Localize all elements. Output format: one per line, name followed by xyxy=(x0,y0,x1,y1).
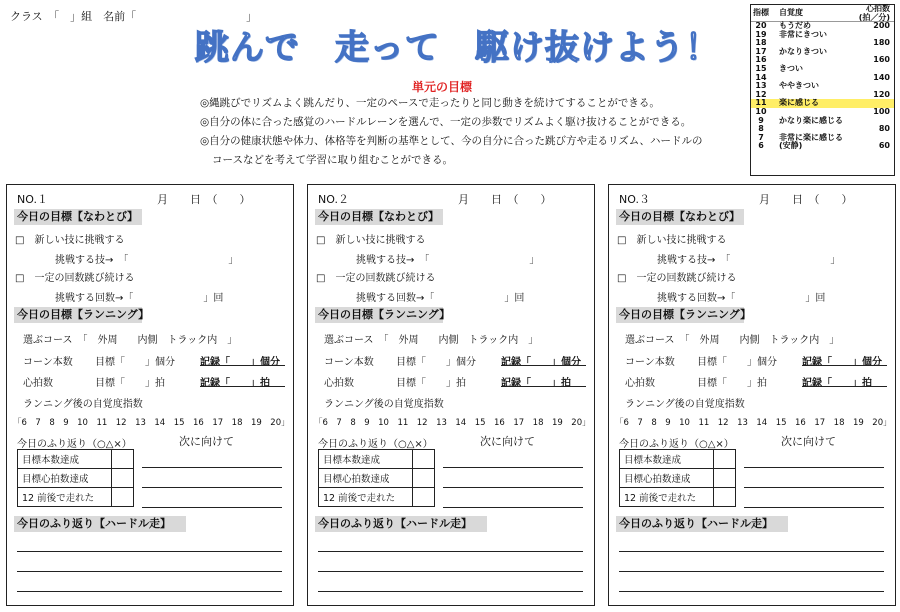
scale-row xyxy=(751,91,894,100)
reflection-table xyxy=(17,449,134,507)
table-row xyxy=(620,488,736,507)
unit-goal-title: 単元の目標 xyxy=(412,80,473,94)
scale-bpm: 200 xyxy=(873,21,890,30)
table-row-check[interactable] xyxy=(714,488,736,507)
table-row xyxy=(319,488,435,507)
scale-bpm: 160 xyxy=(873,55,890,65)
goal-run-heading: 今日の目標【ランニング】 xyxy=(14,307,142,323)
cones-label: コーン本数 xyxy=(625,357,675,368)
heart-rate-goal-field[interactable]: 目標「 」拍 xyxy=(697,378,767,389)
note-line[interactable] xyxy=(744,487,884,488)
scale-header-bpm-unit: (拍／分) xyxy=(858,13,890,22)
scale-row xyxy=(751,117,894,126)
scale-header-index: 指標 xyxy=(753,8,769,17)
reflect-hurdle-heading: 今日のふり返り【ハードル走】 xyxy=(14,516,186,532)
rpe-title: ランニング後の自覚度指数 xyxy=(324,399,444,410)
rpe-scale-choices[interactable]: 「6 7 8 9 10 11 12 13 14 15 16 17 18 19 20」 xyxy=(314,418,591,428)
scale-index: 18 xyxy=(755,38,767,48)
table-row-check[interactable] xyxy=(112,450,134,469)
scale-index: 6 xyxy=(758,141,764,151)
scale-index: 20 xyxy=(755,21,767,30)
unit-goal-item: ◎縄跳びでリズムよく跳んだり、一定のペースで走ったりと同じ動きを続けてすることができる。 xyxy=(200,97,660,109)
table-row-label: 12 前後で走れた xyxy=(319,488,413,507)
cones-goal-field[interactable]: 目標「 」個分 xyxy=(396,357,476,368)
reflection-table xyxy=(318,449,435,507)
scale-label: きつい xyxy=(779,63,803,73)
scale-label: 非常にきつい xyxy=(779,29,827,39)
scale-index: 12 xyxy=(755,89,767,99)
reflect-hurdle-heading: 今日のふり返り【ハードル走】 xyxy=(616,516,788,532)
new-skill-checkbox[interactable]: □ 新しい技に挑戦する xyxy=(15,235,125,246)
card-number: NO.３ xyxy=(619,193,650,206)
scale-row xyxy=(751,142,894,151)
cones-label: コーン本数 xyxy=(324,357,374,368)
table-row xyxy=(620,469,736,488)
scale-index: 19 xyxy=(755,29,767,39)
scale-label: もうだめ xyxy=(779,21,811,30)
unit-goal-item: ◎自分の健康状態や体力、体格等を判断の基準として、今の自分に合った跳び方や走るリズム、ハードルの xyxy=(200,135,703,147)
cones-record-underline xyxy=(802,365,887,366)
table-row xyxy=(319,469,435,488)
scale-header-rpe: 自覚度 xyxy=(779,8,803,17)
table-row xyxy=(620,450,736,469)
table-row-label: 目標本数達成 xyxy=(18,450,112,469)
rpe-title: ランニング後の自覚度指数 xyxy=(625,399,745,410)
note-line[interactable] xyxy=(619,591,884,592)
note-line[interactable] xyxy=(619,571,884,572)
next-label: 次に向けて xyxy=(179,435,234,448)
goal-run-heading: 今日の目標【ランニング】 xyxy=(315,307,443,323)
table-row-check[interactable] xyxy=(413,469,435,488)
table-row-check[interactable] xyxy=(714,469,736,488)
scale-index: 15 xyxy=(755,63,767,73)
table-row-label: 目標心拍数達成 xyxy=(319,469,413,488)
scale-index: 11 xyxy=(755,98,767,108)
scale-index: 13 xyxy=(755,81,767,91)
new-skill-checkbox[interactable]: □ 新しい技に挑戦する xyxy=(617,235,727,246)
reflect-label: 今日のふり返り（○△×） xyxy=(17,439,132,450)
cones-record-field[interactable]: 記録「 」個分 xyxy=(802,357,882,368)
cones-goal-field[interactable]: 目標「 」個分 xyxy=(95,357,175,368)
reflect-label: 今日のふり返り（○△×） xyxy=(318,439,433,450)
goal-rope-heading: 今日の目標【なわとび】 xyxy=(616,209,744,225)
reflect-hurdle-heading: 今日のふり返り【ハードル走】 xyxy=(315,516,487,532)
skill-input-line[interactable]: 挑戦する技→ 「 」 xyxy=(657,255,841,266)
scale-index: 10 xyxy=(755,106,767,116)
unit-goal-item: ◎自分の体に合った感覚のハードルレーンを選んで、一定の歩数でリズムよく駆け抜けることができる。 xyxy=(200,116,692,128)
scale-header xyxy=(751,5,894,22)
new-skill-checkbox[interactable]: □ 新しい技に挑戦する xyxy=(316,235,426,246)
table-row-label: 目標心拍数達成 xyxy=(620,469,714,488)
scale-label: 非常に楽に感じる xyxy=(779,132,843,142)
cones-record-underline xyxy=(200,365,285,366)
note-line[interactable] xyxy=(318,571,583,572)
heart-rate-label: 心拍数 xyxy=(23,378,53,389)
course-select[interactable]: 選ぶコース 「 外周 内側 トラック内 」 xyxy=(23,335,238,346)
card-date-field[interactable]: 月 日 （ ） xyxy=(157,193,251,206)
note-line[interactable] xyxy=(318,591,583,592)
count-input-line[interactable]: 挑戦する回数→「 」回 xyxy=(55,293,224,304)
card-number: NO.２ xyxy=(318,193,349,206)
reflection-table xyxy=(619,449,736,507)
heart-rate-record-field[interactable]: 記録「 」拍 xyxy=(802,378,872,389)
course-select[interactable]: 選ぶコース 「 外周 内側 トラック内 」 xyxy=(625,335,840,346)
page-title: 跳んで 走って 駆け抜けよう！ xyxy=(195,28,720,68)
count-input-line[interactable]: 挑戦する回数→「 」回 xyxy=(657,293,826,304)
count-input-line[interactable]: 挑戦する回数→「 」回 xyxy=(356,293,525,304)
scale-index: 7 xyxy=(758,132,764,142)
scale-bpm: 60 xyxy=(878,141,890,151)
skill-input-line[interactable]: 挑戦する技→ 「 」 xyxy=(356,255,540,266)
table-row-label: 12 前後で走れた xyxy=(620,488,714,507)
scale-rows xyxy=(751,22,894,151)
scale-label: (安静) xyxy=(779,141,803,151)
cones-record-field[interactable]: 記録「 」個分 xyxy=(200,357,280,368)
card-number: NO.１ xyxy=(17,193,48,206)
table-row-check[interactable] xyxy=(413,488,435,507)
scale-row xyxy=(751,74,894,83)
record-card xyxy=(307,184,595,606)
scale-bpm: 180 xyxy=(873,38,890,48)
table-row xyxy=(319,450,435,469)
scale-label: ややきつい xyxy=(779,81,819,91)
heart-rate-record-underline xyxy=(501,386,586,387)
scale-header-bpm-title: 心拍数 xyxy=(866,4,890,13)
count-checkbox[interactable]: □ 一定の回数跳び続ける xyxy=(316,273,436,284)
note-line[interactable] xyxy=(744,467,884,468)
record-card xyxy=(608,184,896,606)
table-row-label: 目標本数達成 xyxy=(319,450,413,469)
heart-rate-record-underline xyxy=(200,386,285,387)
scale-row xyxy=(751,134,894,143)
scale-bpm: 80 xyxy=(878,124,890,134)
heart-rate-label: 心拍数 xyxy=(324,378,354,389)
cones-record-underline xyxy=(501,365,586,366)
scale-bpm: 120 xyxy=(873,89,890,99)
note-line[interactable] xyxy=(318,551,583,552)
card-date-field[interactable]: 月 日 （ ） xyxy=(458,193,552,206)
scale-index: 17 xyxy=(755,46,767,56)
goal-rope-heading: 今日の目標【なわとび】 xyxy=(14,209,142,225)
scale-index: 9 xyxy=(758,115,764,125)
unit-goal-item: コースなどを考えて学習に取り組むことができる。 xyxy=(212,154,453,166)
table-row-check[interactable] xyxy=(112,469,134,488)
note-line[interactable] xyxy=(619,551,884,552)
record-card xyxy=(6,184,294,606)
heart-rate-goal-field[interactable]: 目標「 」拍 xyxy=(95,378,165,389)
table-row-label: 目標心拍数達成 xyxy=(18,469,112,488)
skill-input-line[interactable]: 挑戦する技→ 「 」 xyxy=(55,255,239,266)
scale-label: かなりきつい xyxy=(779,46,827,56)
note-line[interactable] xyxy=(142,487,282,488)
table-row-label: 12 前後で走れた xyxy=(18,488,112,507)
table-row xyxy=(18,469,134,488)
goal-run-heading: 今日の目標【ランニング】 xyxy=(616,307,744,323)
course-select[interactable]: 選ぶコース 「 外周 内側 トラック内 」 xyxy=(324,335,539,346)
cones-label: コーン本数 xyxy=(23,357,73,368)
table-row-check[interactable] xyxy=(112,488,134,507)
cones-record-field[interactable]: 記録「 」個分 xyxy=(501,357,581,368)
note-line[interactable] xyxy=(744,507,884,508)
note-line[interactable] xyxy=(17,551,282,552)
note-line[interactable] xyxy=(142,467,282,468)
note-line[interactable] xyxy=(443,467,583,468)
count-checkbox[interactable]: □ 一定の回数跳び続ける xyxy=(15,273,135,284)
note-line[interactable] xyxy=(17,591,282,592)
class-name-line: クラス 「 」組 名前「 」 xyxy=(10,10,258,23)
unit-goals xyxy=(200,94,703,170)
note-line[interactable] xyxy=(443,487,583,488)
scale-index: 14 xyxy=(755,72,767,82)
scale-bpm: 100 xyxy=(873,106,890,116)
table-row xyxy=(18,488,134,507)
scale-label: 楽に感じる xyxy=(779,98,819,108)
scale-label: かなり楽に感じる xyxy=(779,115,843,125)
cones-goal-field[interactable]: 目標「 」個分 xyxy=(697,357,777,368)
note-line[interactable] xyxy=(443,507,583,508)
reflect-label: 今日のふり返り（○△×） xyxy=(619,439,734,450)
count-checkbox[interactable]: □ 一定の回数跳び続ける xyxy=(617,273,737,284)
card-date-field[interactable]: 月 日 （ ） xyxy=(759,193,853,206)
heart-rate-goal-field[interactable]: 目標「 」拍 xyxy=(396,378,466,389)
heart-rate-label: 心拍数 xyxy=(625,378,655,389)
next-label: 次に向けて xyxy=(480,435,535,448)
note-line[interactable] xyxy=(17,571,282,572)
note-line[interactable] xyxy=(142,507,282,508)
table-row-check[interactable] xyxy=(413,450,435,469)
scale-header-bpm xyxy=(831,4,894,22)
rpe-title: ランニング後の自覚度指数 xyxy=(23,399,143,410)
next-label: 次に向けて xyxy=(781,435,836,448)
goal-rope-heading: 今日の目標【なわとび】 xyxy=(315,209,443,225)
scale-index: 8 xyxy=(758,124,764,134)
table-row-label: 目標本数達成 xyxy=(620,450,714,469)
scale-index: 16 xyxy=(755,55,767,65)
heart-rate-record-field[interactable]: 記録「 」拍 xyxy=(200,378,270,389)
scale-bpm: 140 xyxy=(873,72,890,82)
table-row xyxy=(18,450,134,469)
rpe-scale-choices[interactable]: 「6 7 8 9 10 11 12 13 14 15 16 17 18 19 20」 xyxy=(615,418,892,428)
rpe-scale-choices[interactable]: 「6 7 8 9 10 11 12 13 14 15 16 17 18 19 20」 xyxy=(13,418,290,428)
scale-row xyxy=(751,56,894,65)
exertion-scale xyxy=(750,4,895,176)
table-row-check[interactable] xyxy=(714,450,736,469)
heart-rate-record-underline xyxy=(802,386,887,387)
heart-rate-record-field[interactable]: 記録「 」拍 xyxy=(501,378,571,389)
